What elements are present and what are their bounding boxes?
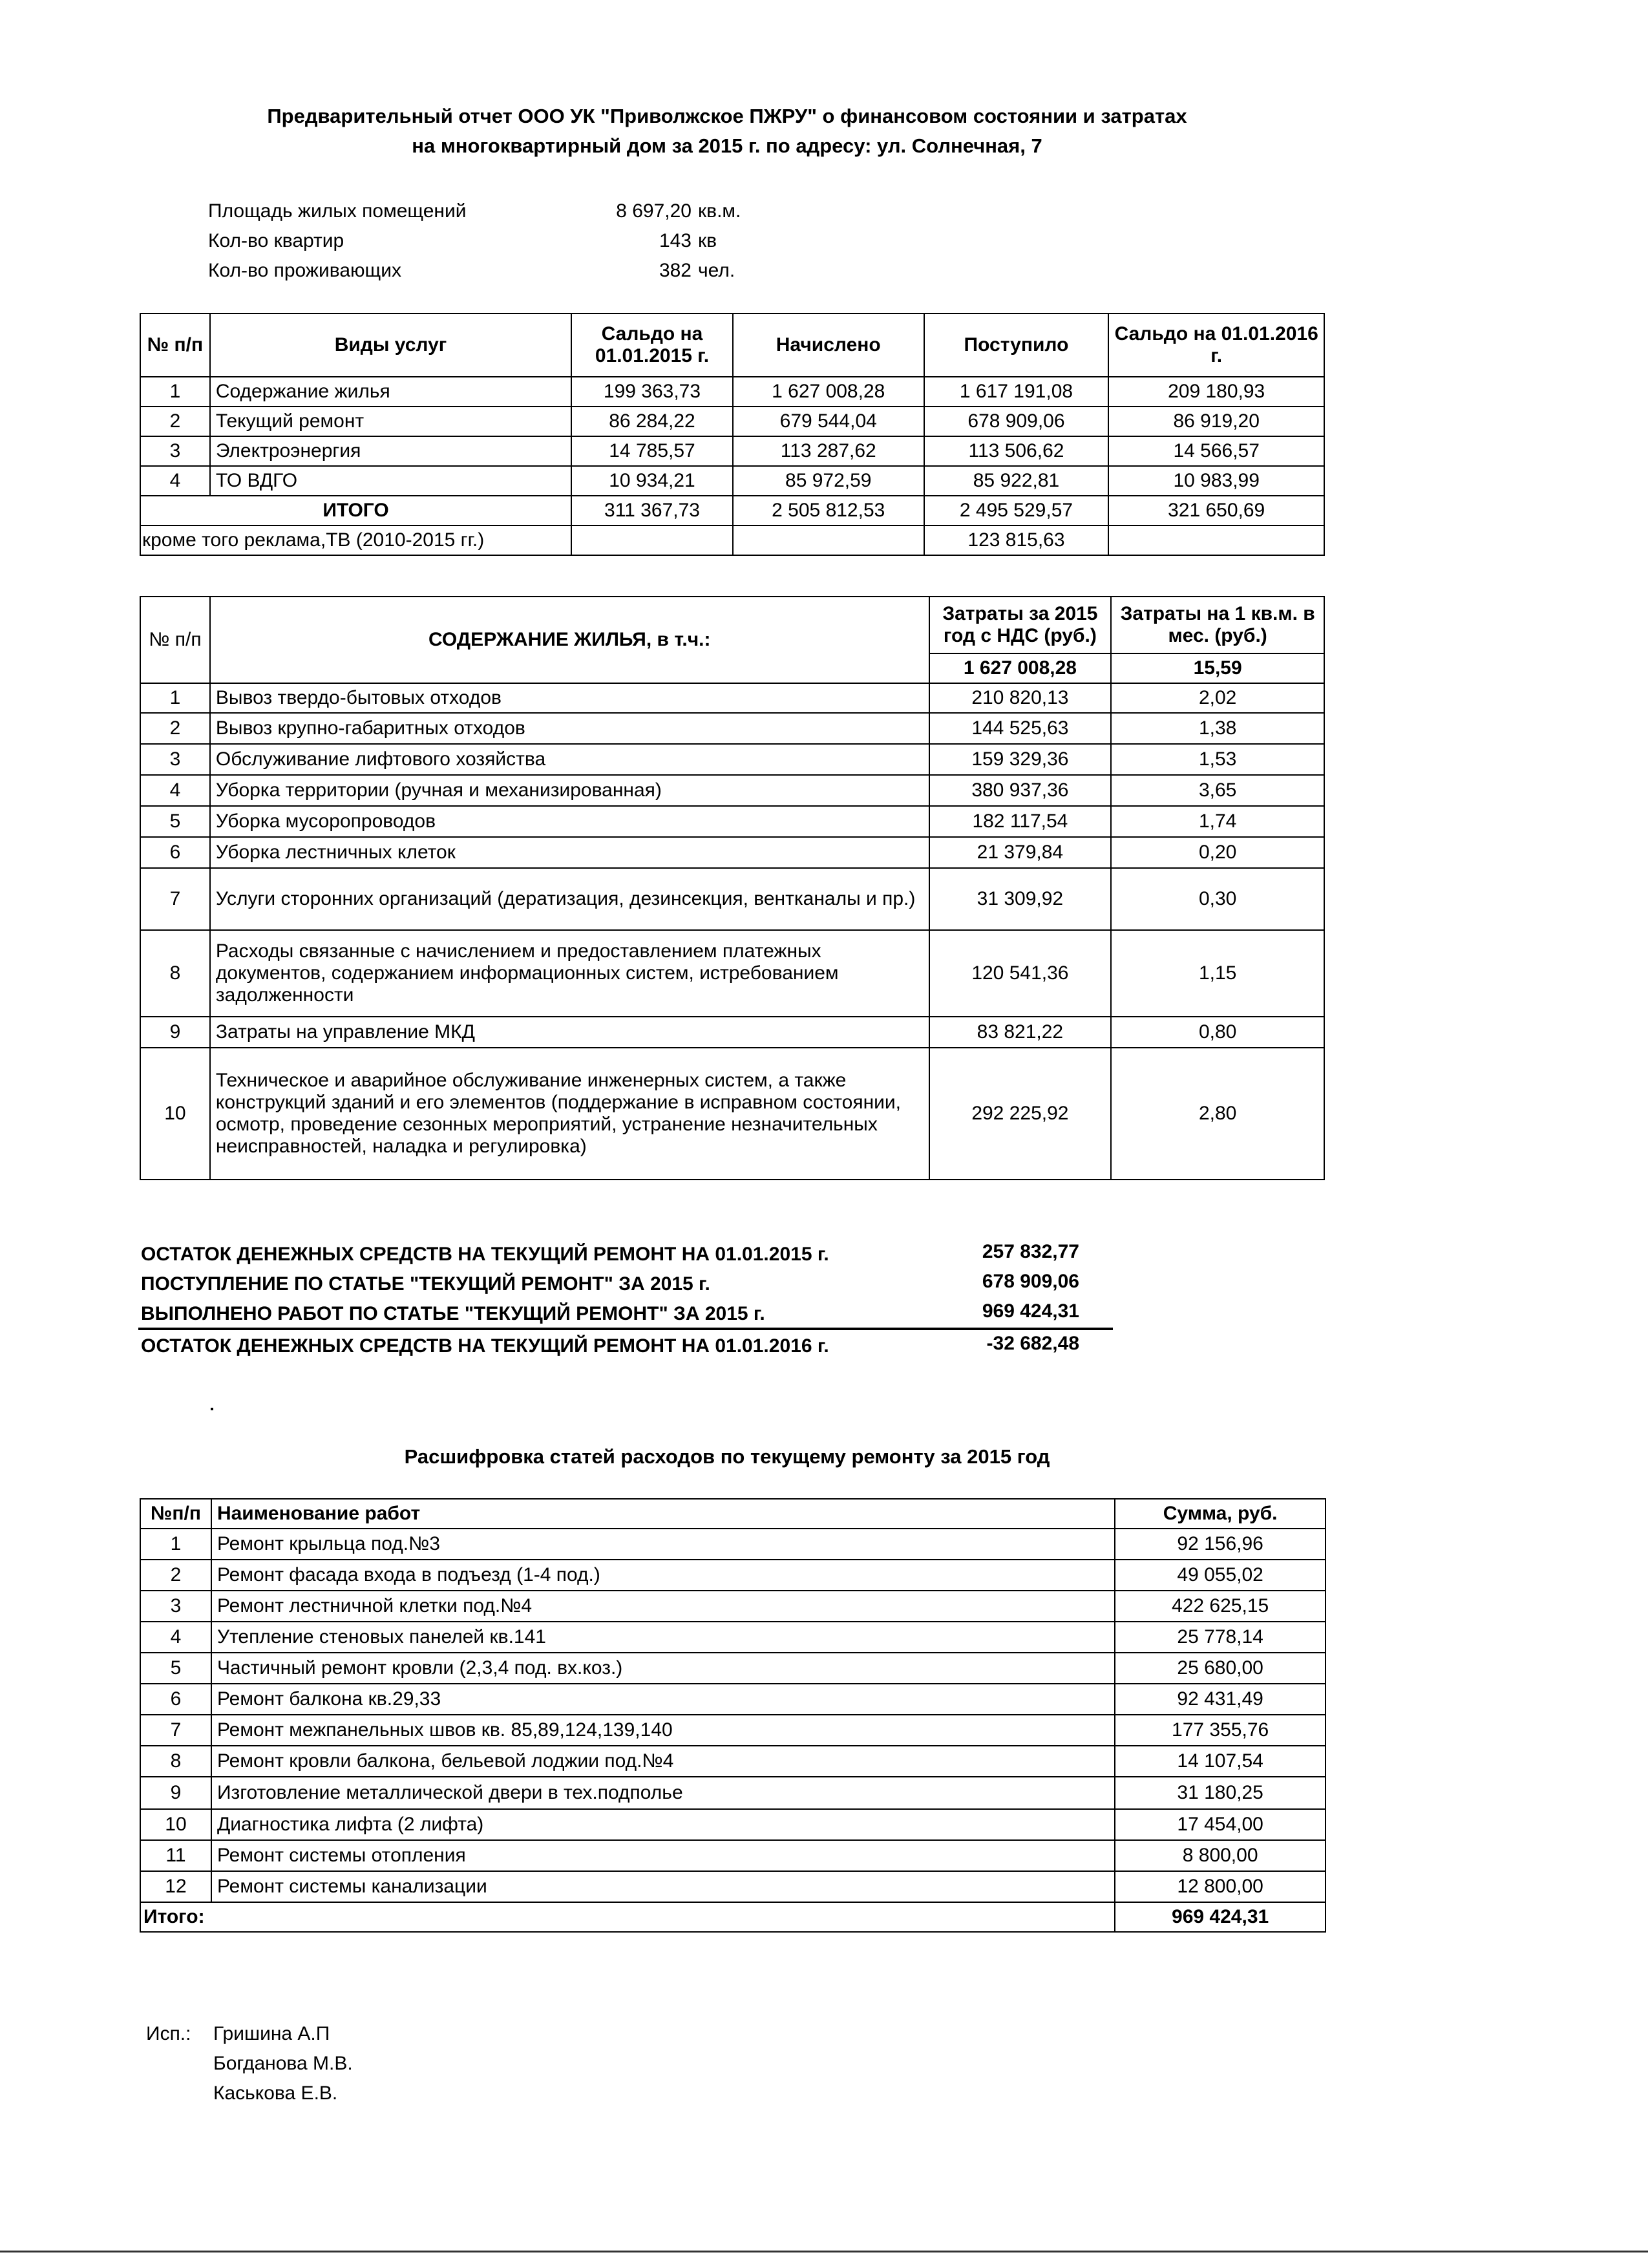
row-service: Электроэнергия: [210, 436, 571, 466]
row-balance-end: 86 919,20: [1108, 407, 1324, 436]
info-value-area: 8 697,20: [616, 200, 692, 222]
row-work: Ремонт фасада входа в подъезд (1-4 под.): [211, 1560, 1115, 1591]
row-num: 9: [140, 1017, 210, 1048]
row-per-sqm: 1,38: [1111, 713, 1324, 744]
row-service: Содержание жилья: [210, 377, 571, 407]
table-row: [140, 1560, 1326, 1591]
table-row: [140, 1840, 1326, 1871]
repairs-total-sum: 969 424,31: [1115, 1902, 1326, 1932]
row-item: Обслуживание лифтового хозяйства: [210, 744, 929, 775]
report-title-line2: на многоквартирный дом за 2015 г. по адресу: ул. Солнечная, 7: [412, 134, 1042, 157]
row-work: Ремонт системы канализации: [211, 1871, 1115, 1902]
maintenance-table: [140, 596, 1325, 1180]
table-row: [140, 868, 1324, 930]
repairs-total-label: Итого:: [140, 1902, 1115, 1932]
maint-header-cost: Затраты за 2015 год с НДС (руб.): [929, 597, 1112, 653]
row-balance-end: 209 180,93: [1108, 377, 1324, 407]
row-num: 3: [140, 744, 210, 775]
row-item: Уборка территории (ручная и механизированная): [210, 775, 929, 806]
row-per-sqm: 0,20: [1111, 837, 1324, 868]
row-cost: 21 379,84: [929, 837, 1112, 868]
row-num: 11: [140, 1840, 211, 1871]
info-label-residents: Кол-во проживающих: [208, 260, 401, 281]
table-row: [140, 683, 1324, 713]
signature-name-1: Гришина А.П: [213, 2023, 330, 2044]
row-work: Изготовление металлической двери в тех.подполье: [211, 1777, 1115, 1809]
row-charged: 85 972,59: [733, 466, 924, 496]
row-num: 8: [140, 1746, 211, 1777]
info-label-area: Площадь жилых помещений: [208, 200, 467, 222]
row-work: Ремонт балкона кв.29,33: [211, 1684, 1115, 1715]
row-per-sqm: 0,80: [1111, 1017, 1324, 1048]
row-sum: 31 180,25: [1115, 1777, 1326, 1809]
table-row: [140, 1591, 1326, 1622]
row-cost: 83 821,22: [929, 1017, 1112, 1048]
maint-total-per-sqm: 15,59: [1111, 653, 1324, 683]
row-sum: 92 431,49: [1115, 1684, 1326, 1715]
maint-total-cost: 1 627 008,28: [929, 653, 1112, 683]
summary-value-start: 257 832,77: [982, 1241, 1079, 1262]
row-num: 10: [140, 1048, 210, 1180]
services-total-received: 2 495 529,57: [924, 496, 1109, 525]
services-extra-row: [140, 525, 1324, 555]
row-work: Утепление стеновых панелей кв.141: [211, 1622, 1115, 1653]
table-row: [140, 806, 1324, 837]
row-num: 3: [140, 1591, 211, 1622]
table-row: [140, 1048, 1324, 1180]
row-received: 113 506,62: [924, 436, 1109, 466]
info-unit-residents: чел.: [698, 260, 735, 281]
table-row: [140, 1529, 1326, 1560]
signature-label: Исп.:: [146, 2023, 191, 2044]
services-table: [140, 313, 1325, 556]
row-num: 1: [140, 683, 210, 713]
row-per-sqm: 1,74: [1111, 806, 1324, 837]
row-work: Ремонт межпанельных швов кв. 85,89,124,139,140: [211, 1715, 1115, 1746]
table-row: [140, 466, 1324, 496]
services-header-type: Виды услуг: [210, 313, 571, 377]
services-extra-label: кроме того реклама,ТВ (2010-2015 гг.): [140, 525, 571, 555]
row-work: Ремонт крыльца под.№3: [211, 1529, 1115, 1560]
row-charged: 1 627 008,28: [733, 377, 924, 407]
table-row: [140, 1809, 1326, 1840]
row-received: 1 617 191,08: [924, 377, 1109, 407]
signature-name-3: Каськова Е.В.: [213, 2083, 338, 2104]
maint-header-num: № п/п: [140, 597, 210, 683]
row-service: ТО ВДГО: [210, 466, 571, 496]
row-sum: 177 355,76: [1115, 1715, 1326, 1746]
repairs-header-name: Наименование работ: [211, 1499, 1115, 1529]
row-sum: 14 107,54: [1115, 1746, 1326, 1777]
services-header-balance-end: Сальдо на 01.01.2016 г.: [1108, 313, 1324, 377]
repairs-total-row: [140, 1902, 1326, 1932]
row-balance-start: 14 785,57: [571, 436, 733, 466]
row-item: Техническое и аварийное обслуживание инженерных систем, а также конструкций зданий и его элементов (поддержание в исправном состоянии, осмотр, проведение сезонных мероприятий, устранение незначительных неисправностей, наладка и регулировка): [210, 1048, 929, 1180]
row-item: Расходы связанные с начислением и предоставлением платежных документов, содержанием информационных систем, истребованием задолженности: [210, 930, 929, 1017]
row-charged: 113 287,62: [733, 436, 924, 466]
row-num: 7: [140, 868, 210, 930]
summary-value-end: -32 682,48: [986, 1333, 1079, 1354]
info-value-residents: 382: [659, 260, 692, 281]
row-num: 2: [140, 407, 210, 436]
row-item: Вывоз крупно-габаритных отходов: [210, 713, 929, 744]
row-num: 9: [140, 1777, 211, 1809]
services-header-balance-start: Сальдо на 01.01.2015 г.: [571, 313, 733, 377]
row-work: Частичный ремонт кровли (2,3,4 под. вх.коз.): [211, 1653, 1115, 1684]
row-cost: 31 309,92: [929, 868, 1112, 930]
row-sum: 25 680,00: [1115, 1653, 1326, 1684]
row-num: 6: [140, 837, 210, 868]
row-num: 4: [140, 466, 210, 496]
row-charged: 679 544,04: [733, 407, 924, 436]
row-per-sqm: 1,15: [1111, 930, 1324, 1017]
scan-dot: [211, 1408, 213, 1410]
table-row: [140, 1017, 1324, 1048]
row-num: 5: [140, 1653, 211, 1684]
table-row: [140, 1871, 1326, 1902]
info-label-apartments: Кол-во квартир: [208, 230, 344, 251]
row-item: Уборка мусоропроводов: [210, 806, 929, 837]
row-per-sqm: 2,80: [1111, 1048, 1324, 1180]
row-num: 2: [140, 1560, 211, 1591]
services-total-balance-start: 311 367,73: [571, 496, 733, 525]
row-sum: 17 454,00: [1115, 1809, 1326, 1840]
services-total-balance-end: 321 650,69: [1108, 496, 1324, 525]
table-row: [140, 930, 1324, 1017]
row-cost: 210 820,13: [929, 683, 1112, 713]
row-num: 12: [140, 1871, 211, 1902]
table-row: [140, 407, 1324, 436]
summary-divider: [138, 1328, 1113, 1330]
row-service: Текущий ремонт: [210, 407, 571, 436]
table-row: [140, 1653, 1326, 1684]
row-item: Услуги сторонних организаций (дератизация, дезинсекция, вентканалы и пр.): [210, 868, 929, 930]
services-total-charged: 2 505 812,53: [733, 496, 924, 525]
table-row: [140, 713, 1324, 744]
row-cost: 120 541,36: [929, 930, 1112, 1017]
row-num: 1: [140, 1529, 211, 1560]
row-num: 4: [140, 1622, 211, 1653]
row-num: 7: [140, 1715, 211, 1746]
row-cost: 292 225,92: [929, 1048, 1112, 1180]
row-per-sqm: 2,02: [1111, 683, 1324, 713]
row-per-sqm: 0,30: [1111, 868, 1324, 930]
maint-header-per-sqm: Затраты на 1 кв.м. в мес. (руб.): [1111, 597, 1324, 653]
table-row: [140, 1715, 1326, 1746]
row-balance-start: 86 284,22: [571, 407, 733, 436]
row-cost: 182 117,54: [929, 806, 1112, 837]
row-work: Диагностика лифта (2 лифта): [211, 1809, 1115, 1840]
services-total-label: ИТОГО: [140, 496, 571, 525]
row-balance-end: 10 983,99: [1108, 466, 1324, 496]
row-sum: 25 778,14: [1115, 1622, 1326, 1653]
table-row: [140, 436, 1324, 466]
table-row: [140, 775, 1324, 806]
summary-text-start: ОСТАТОК ДЕНЕЖНЫХ СРЕДСТВ НА ТЕКУЩИЙ РЕМОНТ НА 01.01.2015 г.: [141, 1244, 829, 1265]
summary-value-done: 969 424,31: [982, 1300, 1079, 1322]
repairs-title: Расшифровка статей расходов по текущему ремонту за 2015 год: [404, 1445, 1050, 1468]
signature-name-2: Богданова М.В.: [213, 2053, 353, 2074]
row-cost: 144 525,63: [929, 713, 1112, 744]
maint-header-title: СОДЕРЖАНИЕ ЖИЛЬЯ, в т.ч.:: [210, 597, 929, 683]
row-work: Ремонт лестничной клетки под.№4: [211, 1591, 1115, 1622]
table-row: [140, 1622, 1326, 1653]
row-num: 1: [140, 377, 210, 407]
row-sum: 92 156,96: [1115, 1529, 1326, 1560]
report-title-line1: Предварительный отчет ООО УК "Приволжское ПЖРУ" о финансовом состоянии и затратах: [267, 105, 1187, 127]
repairs-header-sum: Сумма, руб.: [1115, 1499, 1326, 1529]
row-item: Уборка лестничных клеток: [210, 837, 929, 868]
row-num: 10: [140, 1809, 211, 1840]
row-num: 8: [140, 930, 210, 1017]
row-num: 6: [140, 1684, 211, 1715]
row-received: 85 922,81: [924, 466, 1109, 496]
row-item: Вывоз твердо-бытовых отходов: [210, 683, 929, 713]
row-cost: 380 937,36: [929, 775, 1112, 806]
services-header-received: Поступило: [924, 313, 1109, 377]
row-num: 2: [140, 713, 210, 744]
repairs-header-num: №п/п: [140, 1499, 211, 1529]
row-balance-end: 14 566,57: [1108, 436, 1324, 466]
table-row: [140, 377, 1324, 407]
scan-edge-line: [0, 2251, 1648, 2252]
row-sum: 8 800,00: [1115, 1840, 1326, 1871]
summary-text-end: ОСТАТОК ДЕНЕЖНЫХ СРЕДСТВ НА ТЕКУЩИЙ РЕМОНТ НА 01.01.2016 г.: [141, 1335, 829, 1357]
row-sum: 49 055,02: [1115, 1560, 1326, 1591]
summary-value-received: 678 909,06: [982, 1271, 1079, 1292]
table-row: [140, 1777, 1326, 1809]
table-row: [140, 1684, 1326, 1715]
services-total-row: [140, 496, 1324, 525]
row-per-sqm: 3,65: [1111, 775, 1324, 806]
info-value-apartments: 143: [659, 230, 692, 251]
info-unit-area: кв.м.: [698, 200, 741, 222]
services-header-charged: Начислено: [733, 313, 924, 377]
row-received: 678 909,06: [924, 407, 1109, 436]
services-extra-value: 123 815,63: [924, 525, 1109, 555]
table-row: [140, 1746, 1326, 1777]
row-balance-start: 10 934,21: [571, 466, 733, 496]
row-num: 3: [140, 436, 210, 466]
row-balance-start: 199 363,73: [571, 377, 733, 407]
row-cost: 159 329,36: [929, 744, 1112, 775]
row-sum: 422 625,15: [1115, 1591, 1326, 1622]
summary-text-received: ПОСТУПЛЕНИЕ ПО СТАТЬЕ "ТЕКУЩИЙ РЕМОНТ" ЗА 2015 г.: [141, 1273, 710, 1295]
table-row: [140, 744, 1324, 775]
row-work: Ремонт кровли балкона, бельевой лоджии под.№4: [211, 1746, 1115, 1777]
services-header-num: № п/п: [140, 313, 210, 377]
table-row: [140, 837, 1324, 868]
info-unit-apartments: кв: [698, 230, 717, 251]
repairs-table: [140, 1498, 1326, 1933]
row-work: Ремонт системы отопления: [211, 1840, 1115, 1871]
row-num: 5: [140, 806, 210, 837]
row-item: Затраты на управление МКД: [210, 1017, 929, 1048]
row-per-sqm: 1,53: [1111, 744, 1324, 775]
summary-text-done: ВЫПОЛНЕНО РАБОТ ПО СТАТЬЕ "ТЕКУЩИЙ РЕМОНТ" ЗА 2015 г.: [141, 1303, 765, 1324]
row-sum: 12 800,00: [1115, 1871, 1326, 1902]
row-num: 4: [140, 775, 210, 806]
